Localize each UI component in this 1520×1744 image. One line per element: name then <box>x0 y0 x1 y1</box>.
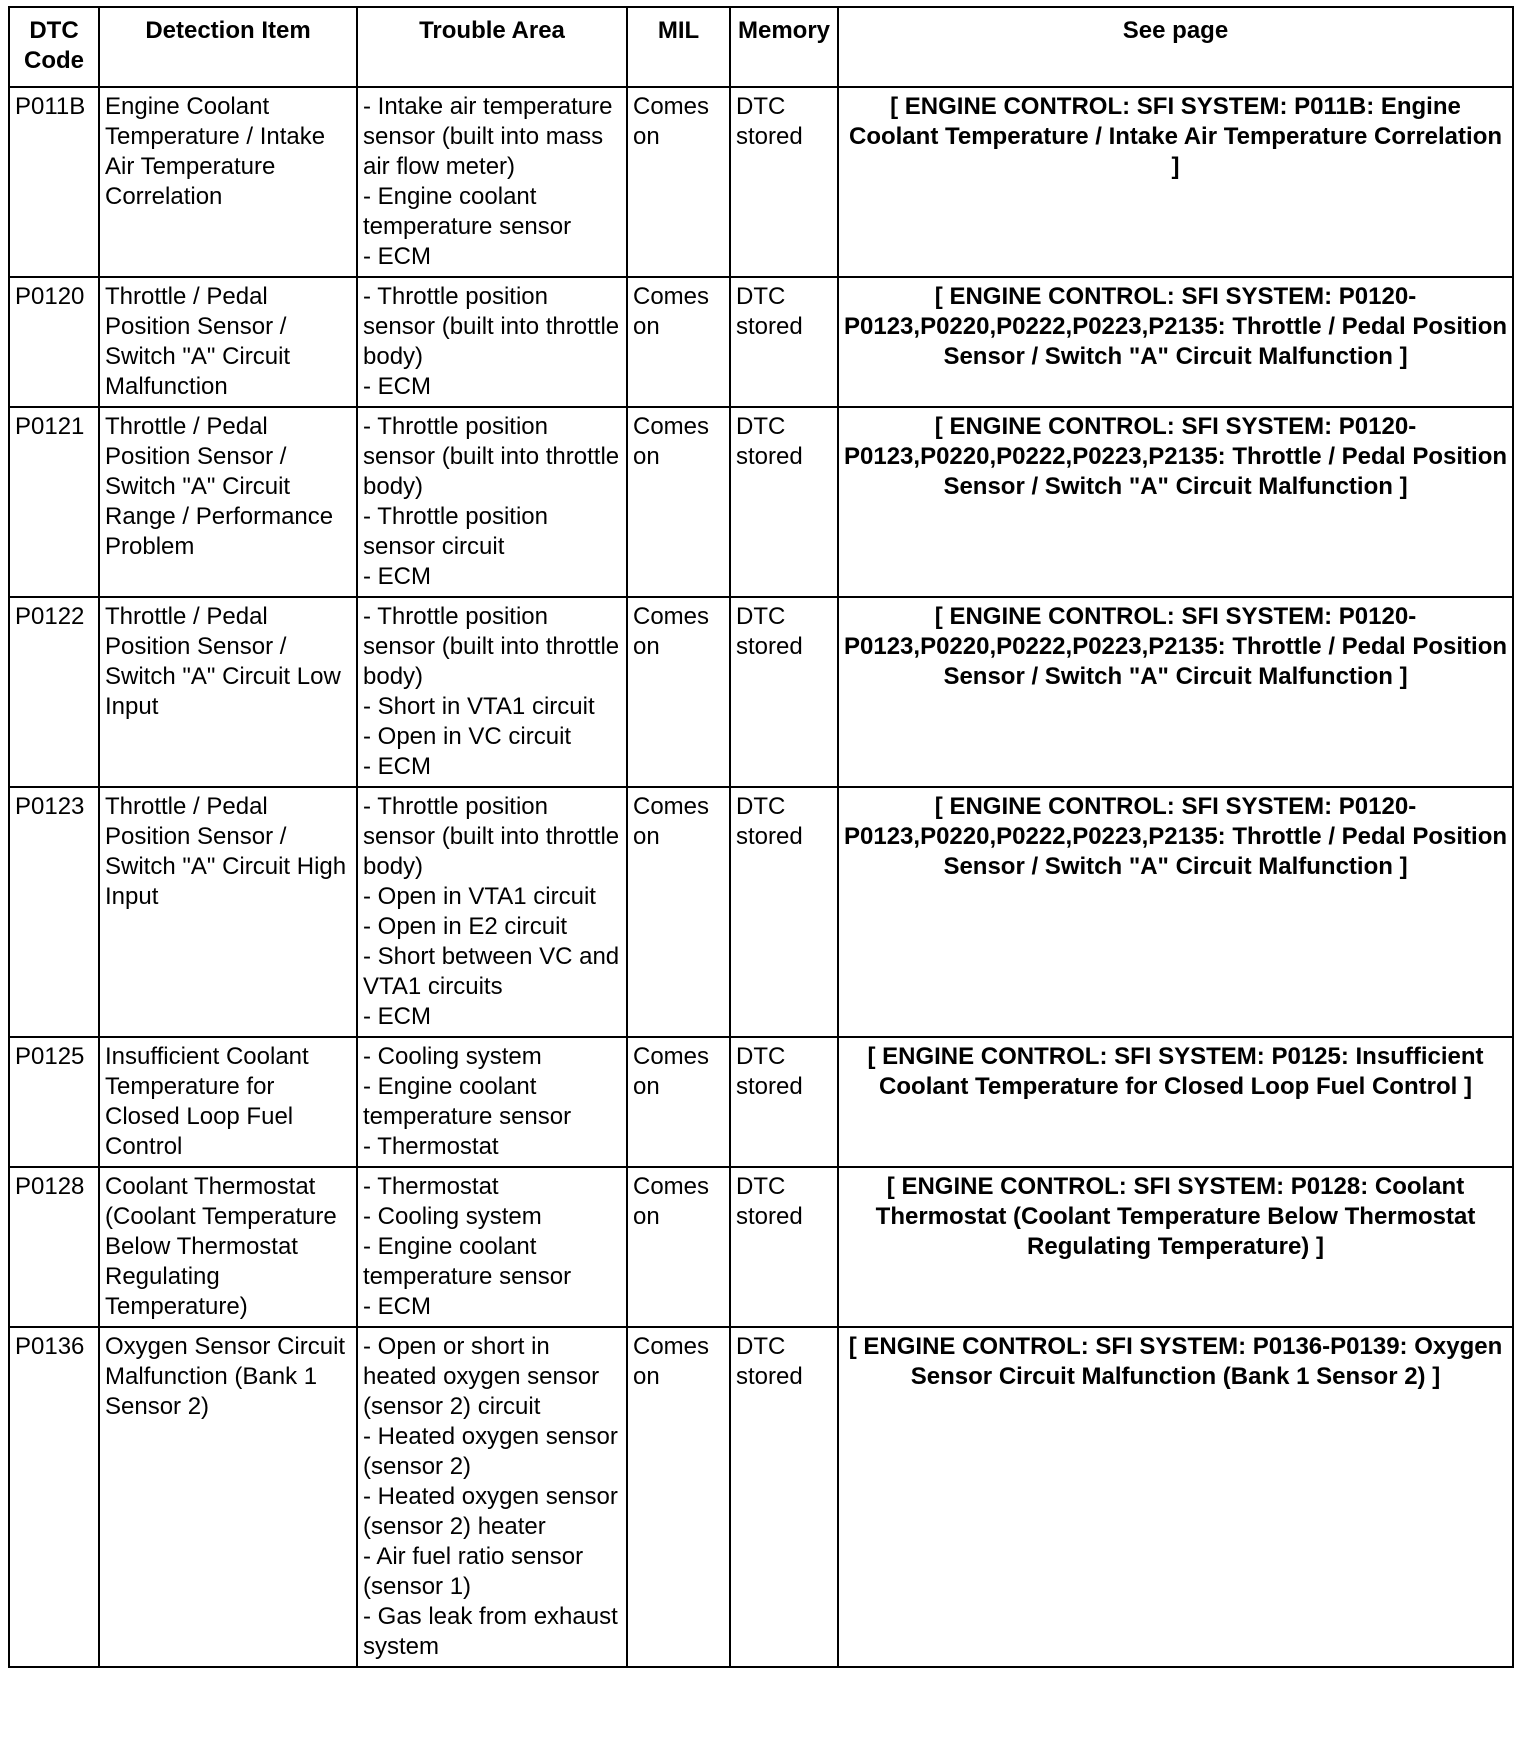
trouble-area-item: - Open in E2 circuit <box>363 913 568 940</box>
trouble-area-item: - Gas leak from exhaust system <box>363 1603 618 1660</box>
trouble-area-item: - Heated oxygen sensor (sensor 2) heater <box>363 1483 618 1540</box>
memory-cell: DTC stored <box>730 1327 838 1667</box>
table-row <box>9 407 1513 597</box>
trouble-area-item: - Throttle position sensor (built into throttle body) <box>363 793 620 880</box>
mil-cell: Comes on <box>627 1327 730 1667</box>
memory-cell: DTC stored <box>730 277 838 407</box>
trouble-area-item: - ECM <box>363 1293 431 1320</box>
header-dtc-code: DTC Code <box>9 7 99 87</box>
detection-item-cell: Throttle / Pedal Position Sensor / Switch "A" Circuit Malfunction <box>99 277 357 407</box>
trouble-area-item: - Throttle position sensor (built into throttle body) <box>363 283 620 370</box>
trouble-area-item: - Air fuel ratio sensor (sensor 1) <box>363 1543 584 1600</box>
trouble-area-item: - Throttle position sensor circuit <box>363 503 548 560</box>
trouble-area-item: - Open in VTA1 circuit <box>363 883 596 910</box>
detection-item-cell: Throttle / Pedal Position Sensor / Switch "A" Circuit Low Input <box>99 597 357 787</box>
memory-cell: DTC stored <box>730 1037 838 1167</box>
see-page-cell: [ ENGINE CONTROL: SFI SYSTEM: P011B: Engine Coolant Temperature / Intake Air Temperature Correlation ] <box>838 87 1513 277</box>
trouble-area-item: - ECM <box>363 243 431 270</box>
dtc-code-cell: P0136 <box>9 1327 99 1667</box>
dtc-code-cell: P0128 <box>9 1167 99 1327</box>
detection-item-cell: Throttle / Pedal Position Sensor / Switch "A" Circuit High Input <box>99 787 357 1037</box>
table-row <box>9 597 1513 787</box>
trouble-area-item: - Short in VTA1 circuit <box>363 693 595 720</box>
memory-cell: DTC stored <box>730 597 838 787</box>
memory-cell: DTC stored <box>730 1167 838 1327</box>
header-detection-item: Detection Item <box>99 7 357 87</box>
trouble-area-item: - Heated oxygen sensor (sensor 2) <box>363 1423 618 1480</box>
see-page-cell: [ ENGINE CONTROL: SFI SYSTEM: P0120-P0123,P0220,P0222,P0223,P2135: Throttle / Pedal Position Sensor / Switch "A" Circuit Malfunction ] <box>838 597 1513 787</box>
table-row <box>9 277 1513 407</box>
trouble-area-item: - Engine coolant temperature sensor <box>363 183 572 240</box>
mil-cell: Comes on <box>627 787 730 1037</box>
memory-cell: DTC stored <box>730 787 838 1037</box>
trouble-area-item: - Thermostat <box>363 1173 499 1200</box>
trouble-area-item: - ECM <box>363 1003 431 1030</box>
memory-cell: DTC stored <box>730 407 838 597</box>
trouble-area-item: - Open or short in heated oxygen sensor (sensor 2) circuit <box>363 1333 600 1420</box>
trouble-area-item: - Engine coolant temperature sensor <box>363 1233 572 1290</box>
see-page-cell: [ ENGINE CONTROL: SFI SYSTEM: P0136-P0139: Oxygen Sensor Circuit Malfunction (Bank 1 Sensor 2) ] <box>838 1327 1513 1667</box>
trouble-area-cell <box>357 407 627 597</box>
header-memory: Memory <box>730 7 838 87</box>
detection-item-cell: Insufficient Coolant Temperature for Closed Loop Fuel Control <box>99 1037 357 1167</box>
trouble-area-item: - ECM <box>363 373 431 400</box>
dtc-code-cell: P0125 <box>9 1037 99 1167</box>
dtc-code-cell: P0121 <box>9 407 99 597</box>
trouble-area-cell <box>357 1327 627 1667</box>
header-row <box>9 7 1513 87</box>
trouble-area-cell <box>357 277 627 407</box>
dtc-code-cell: P0120 <box>9 277 99 407</box>
trouble-area-item: - Intake air temperature sensor (built into mass air flow meter) <box>363 93 613 180</box>
detection-item-cell: Engine Coolant Temperature / Intake Air Temperature Correlation <box>99 87 357 277</box>
table-row <box>9 87 1513 277</box>
table-row <box>9 1327 1513 1667</box>
see-page-cell: [ ENGINE CONTROL: SFI SYSTEM: P0120-P0123,P0220,P0222,P0223,P2135: Throttle / Pedal Position Sensor / Switch "A" Circuit Malfunction ] <box>838 407 1513 597</box>
mil-cell: Comes on <box>627 407 730 597</box>
detection-item-cell: Throttle / Pedal Position Sensor / Switch "A" Circuit Range / Performance Problem <box>99 407 357 597</box>
trouble-area-item: - Throttle position sensor (built into throttle body) <box>363 603 620 690</box>
header-see-page: See page <box>838 7 1513 87</box>
trouble-area-item: - Short between VC and VTA1 circuits <box>363 943 620 1000</box>
trouble-area-cell <box>357 597 627 787</box>
see-page-cell: [ ENGINE CONTROL: SFI SYSTEM: P0120-P0123,P0220,P0222,P0223,P2135: Throttle / Pedal Position Sensor / Switch "A" Circuit Malfunction ] <box>838 787 1513 1037</box>
header-mil: MIL <box>627 7 730 87</box>
memory-cell: DTC stored <box>730 87 838 277</box>
see-page-cell: [ ENGINE CONTROL: SFI SYSTEM: P0125: Insufficient Coolant Temperature for Closed Loop Fuel Control ] <box>838 1037 1513 1167</box>
trouble-area-item: - ECM <box>363 753 431 780</box>
trouble-area-cell <box>357 787 627 1037</box>
mil-cell: Comes on <box>627 1167 730 1327</box>
table-body <box>9 87 1513 1667</box>
dtc-code-cell: P0122 <box>9 597 99 787</box>
table-row <box>9 1037 1513 1167</box>
detection-item-cell: Oxygen Sensor Circuit Malfunction (Bank 1 Sensor 2) <box>99 1327 357 1667</box>
trouble-area-item: - Thermostat <box>363 1133 499 1160</box>
table-row <box>9 787 1513 1037</box>
see-page-cell: [ ENGINE CONTROL: SFI SYSTEM: P0120-P0123,P0220,P0222,P0223,P2135: Throttle / Pedal Position Sensor / Switch "A" Circuit Malfunction ] <box>838 277 1513 407</box>
dtc-table <box>8 6 1514 1668</box>
mil-cell: Comes on <box>627 277 730 407</box>
table-row <box>9 1167 1513 1327</box>
mil-cell: Comes on <box>627 1037 730 1167</box>
mil-cell: Comes on <box>627 597 730 787</box>
trouble-area-cell <box>357 1167 627 1327</box>
dtc-code-cell: P011B <box>9 87 99 277</box>
trouble-area-item: - Throttle position sensor (built into throttle body) <box>363 413 620 500</box>
trouble-area-item: - Open in VC circuit <box>363 723 572 750</box>
trouble-area-cell <box>357 87 627 277</box>
dtc-code-cell: P0123 <box>9 787 99 1037</box>
trouble-area-item: - Cooling system <box>363 1043 542 1070</box>
trouble-area-item: - Cooling system <box>363 1203 542 1230</box>
mil-cell: Comes on <box>627 87 730 277</box>
trouble-area-cell <box>357 1037 627 1167</box>
trouble-area-item: - Engine coolant temperature sensor <box>363 1073 572 1130</box>
trouble-area-item: - ECM <box>363 563 431 590</box>
header-trouble-area: Trouble Area <box>357 7 627 87</box>
see-page-cell: [ ENGINE CONTROL: SFI SYSTEM: P0128: Coolant Thermostat (Coolant Temperature Below Thermostat Regulating Temperature) ] <box>838 1167 1513 1327</box>
detection-item-cell: Coolant Thermostat (Coolant Temperature Below Thermostat Regulating Temperature) <box>99 1167 357 1327</box>
